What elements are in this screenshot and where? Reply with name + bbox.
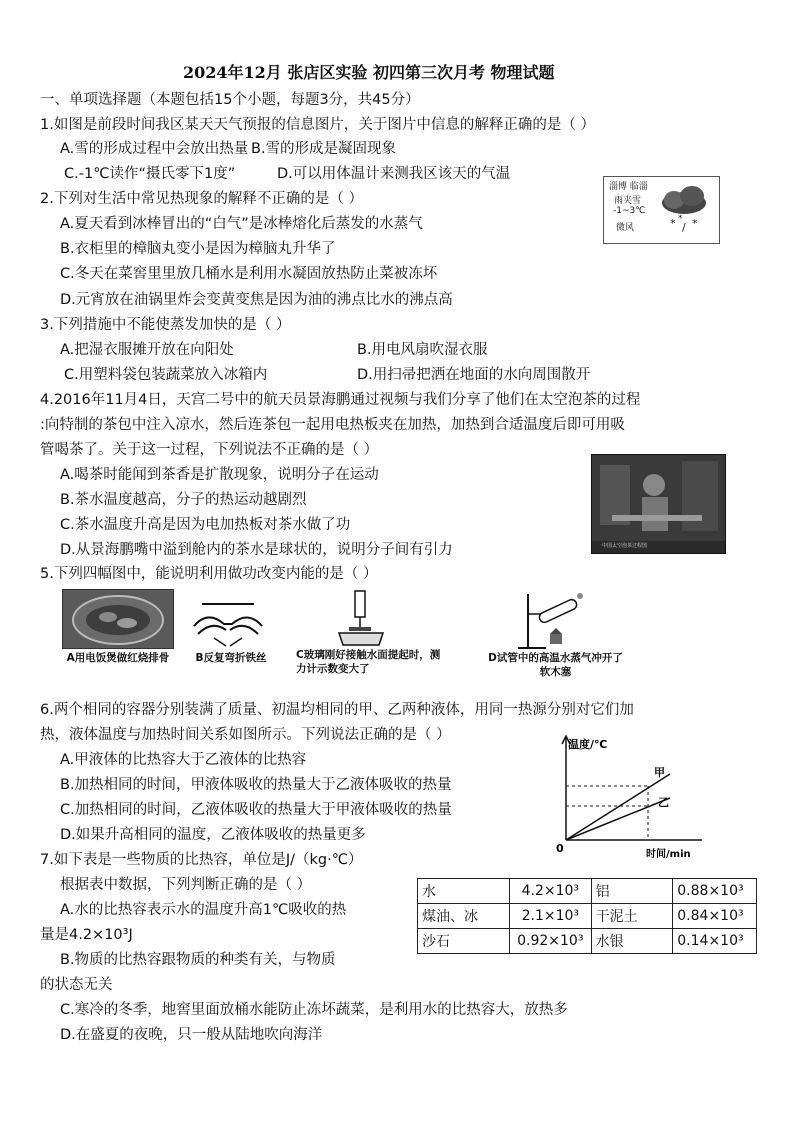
q5-caption-c: C玻璃刚好接触水面提起时，测力计示数变大了: [296, 649, 441, 676]
q4-stem-line3: 管喝茶了。关于这一过程，下列说法不正确的是（ ）: [40, 442, 379, 458]
table-cell: 干泥土: [591, 904, 673, 929]
svg-text:*: *: [692, 217, 698, 230]
table-cell: 0.92×10³: [509, 929, 591, 954]
svg-text:*: *: [670, 217, 676, 230]
q3-option-a: A.把湿衣服摊开放在向阳处: [60, 342, 234, 358]
q6-option-c: C.加热相同的时间，乙液体吸收的热量大于甲液体吸收的热量: [60, 802, 452, 818]
svg-text:/: /: [682, 221, 686, 234]
weather-temperature: -1~3℃: [613, 206, 646, 216]
table-cell: 4.2×10³: [509, 879, 591, 904]
rice-cooker-image: [62, 589, 174, 649]
q1-option-d: D.可以用体温计来测我区该天的气温: [277, 166, 511, 182]
q6-option-a: A.甲液体的比热容大于乙液体的比热容: [60, 752, 307, 768]
q7-option-a-line2: 量是4.2×10³J: [40, 927, 133, 943]
q1-option-c: C.-1℃读作“摄氏零下1度”: [64, 166, 236, 182]
q7-option-d: D.在盛夏的夜晚，只一般从陆地吹向海洋: [60, 1027, 323, 1043]
q3-option-b: B.用电风扇吹湿衣服: [357, 342, 488, 358]
q2-option-c: C.冬天在菜窖里里放几桶水是利用水凝固放热防止菜被冻坏: [60, 266, 438, 282]
q3-option-c: C.用塑料袋包装蔬菜放入冰箱内: [64, 367, 268, 383]
q3-option-d: D.用扫帚把洒在地面的水向周围散开: [357, 367, 591, 383]
table-cell: 0.88×10³: [673, 879, 757, 904]
q6-option-d: D.如果升高相同的温度，乙液体吸收的热量更多: [60, 827, 366, 843]
table-cell: 沙石: [418, 929, 510, 954]
q7-option-b-line1: B.物质的比热容跟物质的种类有关，与物质: [60, 952, 336, 968]
page-title: 2024年12月 张店区实验 初四第三次月考 物理试题: [183, 63, 555, 82]
q7-stem-line2: 根据表中数据，下列判断正确的是（ ）: [60, 877, 312, 893]
table-cell: 水: [418, 879, 510, 904]
q5-caption-d: D试管中的高温水蒸气冲开了软木塞: [488, 652, 623, 679]
q6-stem-line2: 热，液体温度与加热时间关系如图所示。下列说法正确的是（ ）: [40, 727, 451, 743]
q4-option-d: D.从景海鹏嘴中溢到舱内的茶水是球状的，说明分子间有引力: [60, 542, 453, 558]
svg-text:*: *: [678, 214, 683, 224]
section-heading: 一、单项选择题（本题包括15个小题，每题3分，共45分）: [40, 92, 420, 108]
q5-caption-b: B反复弯折铁丝: [195, 652, 267, 664]
q2-stem: 2.下列对生活中常见热现象的解释不正确的是（ ）: [40, 191, 363, 207]
astronaut-scene-icon: [592, 455, 725, 541]
label-jia: 甲: [654, 766, 665, 779]
temperature-time-graph: [552, 730, 712, 862]
specific-heat-table: [417, 878, 757, 954]
table-cell: 水银: [591, 929, 673, 954]
spring-scale-glass-icon: [335, 589, 389, 647]
table-cell: 2.1×10³: [509, 904, 591, 929]
table-row: [418, 929, 757, 954]
q6-stem-line1: 6.两个相同的容器分别装满了质量、初温均相同的甲、乙两种液体，用同一热源分别对它们加: [40, 702, 634, 718]
q2-option-a: A.夏天看到冰棒冒出的“白气”是冰棒熔化后蒸发的水蒸气: [60, 216, 423, 232]
ribs-pot-icon: [63, 590, 173, 648]
q2-option-b: B.衣柜里的樟脑丸变小是因为樟脑丸升华了: [60, 241, 336, 257]
q7-option-a-line1: A.水的比热容表示水的温度升高1℃吸收的热: [60, 902, 347, 918]
weather-type: 雨夹雪: [614, 196, 642, 206]
table-cell: 铝: [591, 879, 673, 904]
table-cell: 0.14×10³: [673, 929, 757, 954]
q5-caption-a: A用电饭煲做红烧排骨: [66, 652, 170, 664]
line-jia: [566, 774, 670, 840]
weather-location: 淄博 临淄: [609, 182, 648, 192]
graph-xlabel: 时间/min: [646, 849, 691, 860]
q1-option-a: A.雪的形成过程中会放出热量: [60, 141, 249, 157]
q1-stem: 1.如图是前段时间我区某天天气预报的信息图片，关于图片中信息的解释正确的是（ ）: [40, 117, 595, 133]
q3-stem: 3.下列措施中不能使蒸发加快的是（ ）: [40, 317, 291, 333]
q6-option-b: B.加热相同的时间，甲液体吸收的热量大于乙液体吸收的热量: [60, 777, 452, 793]
snow-cloud-icon: [656, 183, 716, 237]
table-cell: 0.84×10³: [673, 904, 757, 929]
space-tea-photo: [591, 454, 726, 554]
table-row: [418, 879, 757, 904]
q4-option-b: B.茶水温度越高，分子的热运动越剧烈: [60, 492, 307, 508]
weather-forecast-image: [603, 176, 720, 244]
q4-option-a: A.喝茶时能闻到茶香是扩散现象，说明分子在运动: [60, 467, 379, 483]
q4-stem-line1: 4.2016年11月4日，天宫二号中的航天员景海鹏通过视频与我们分享了他们在太空泡茶的过程: [40, 392, 641, 408]
test-tube-steam-icon: [516, 588, 586, 652]
weather-wind: 微风: [616, 223, 635, 233]
q2-option-d: D.元宵放在油锅里炸会变黄变焦是因为油的沸点比水的沸点高: [60, 292, 453, 308]
photo-caption: 中国太空泡茶过程图: [602, 543, 648, 549]
q4-stem-line2: :向特制的茶包中注入凉水，然后连茶包一起用电热板夹在加热，加热到合适温度后即可用吸: [40, 417, 625, 433]
line-yi: [566, 798, 670, 840]
q7-option-b-line2: 的状态无关: [40, 977, 113, 993]
q7-option-c: C.寒冷的冬季，地窖里面放桶水能防止冻坏蔬菜，是利用水的比热容大，放热多: [60, 1002, 568, 1018]
q1-option-b: B.雪的形成是凝固现象: [251, 141, 397, 157]
bending-wire-hands-icon: [188, 594, 268, 652]
q4-option-c: C.茶水温度升高是因为电加热板对茶水做了功: [60, 517, 351, 533]
graph-origin: 0: [556, 842, 564, 855]
graph-ylabel: 温度/℃: [568, 738, 608, 751]
q5-stem: 5.下列四幅图中，能说明利用做功改变内能的是（ ）: [40, 566, 378, 582]
table-row: [418, 904, 757, 929]
q7-stem-line1: 7.如下表是一些物质的比热容，单位是J/（kg·℃）: [40, 852, 363, 868]
label-yi: 乙: [658, 796, 669, 809]
table-cell: 煤油、冰: [418, 904, 510, 929]
